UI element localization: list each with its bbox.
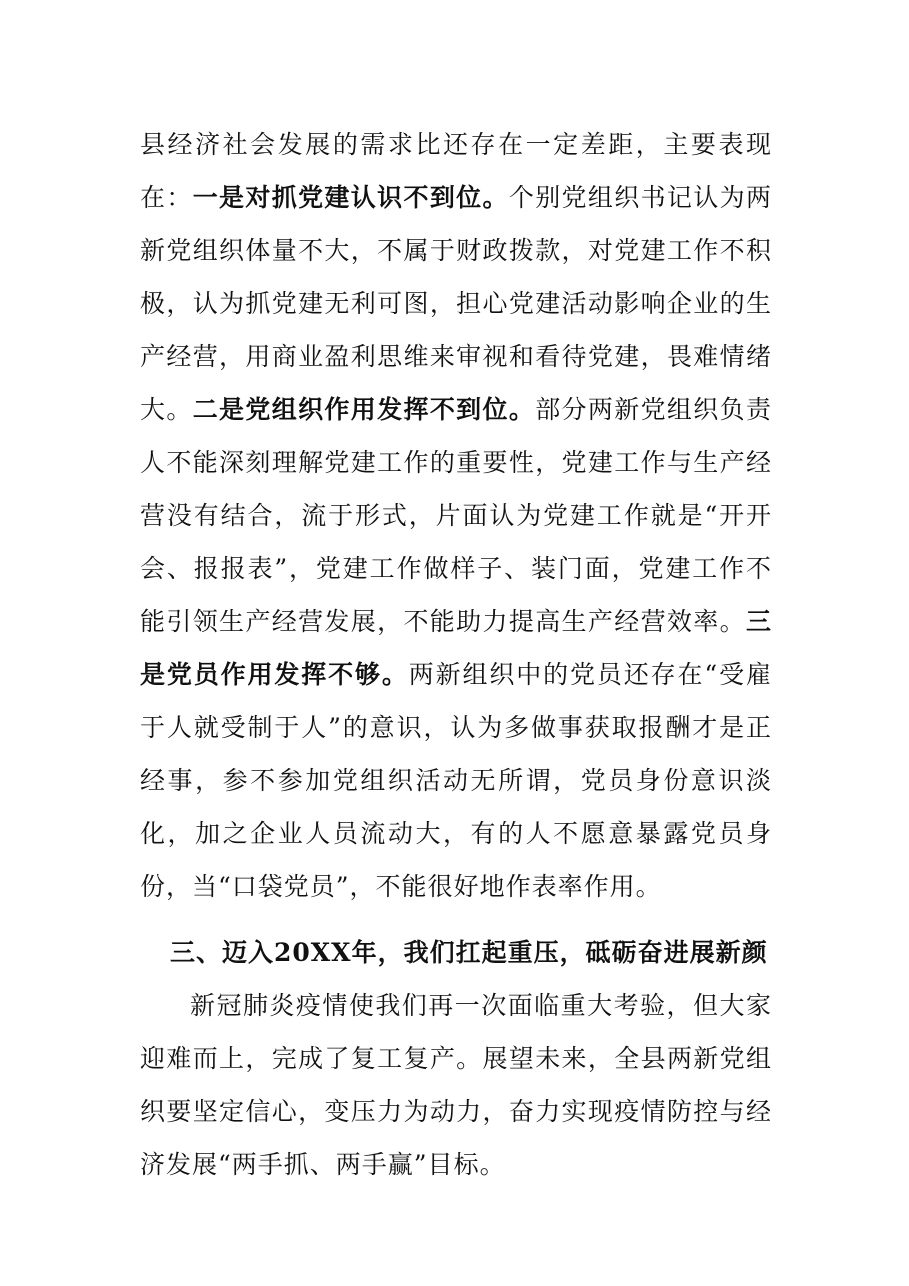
bold-point-one: 一是对抓党建认识不到位。	[192, 183, 509, 212]
text-span: 部分两新党组织负责人不能深刻理解党建工作的重要性，党建工作与生产经营没有结合，流于形式，片面认为党建工作就是“开开会、报报表”，党建工作做样子、装门面，党建工作不能引领生产经营发展，不能助力提高生产经营效率。	[140, 395, 772, 636]
body-paragraph-problems	[140, 118, 772, 913]
text-span: 县经济社会发展的需求比还存在一定差距，主要表现在：	[140, 130, 772, 212]
section-heading-three: 三、迈入20XX年，我们扛起重压，砥砺奋进展新颜	[170, 938, 768, 967]
text-span: 个别党组织书记认为两新党组织体量不大，不属于财政拨款，对党建工作不积极，认为抓党建无利可图，担心党建活动影响企业的生产经营，用商业盈利思维来审视和看待党建，畏难情绪大。	[140, 183, 772, 424]
body-paragraph-outlook: 新冠肺炎疫情使我们再一次面临重大考验，但大家迎难而上，完成了复工复产。展望未来，全县两新党组织要坚定信心，变压力为动力，奋力实现疫情防控与经济发展“两手抓、两手赢”目标。	[140, 991, 772, 1179]
document-body	[140, 118, 772, 1191]
text-span: 两新组织中的党员还存在“受雇于人就受制于人”的意识，认为多做事获取报酬才是正经事，参不参加党组织活动无所谓，党员身份意识淡化，加之企业人员流动大，有的人不愿意暴露党员身份，当“口袋党员”，不能很好地作表率作用。	[140, 660, 772, 901]
bold-point-two: 二是党组织作用发挥不到位。	[192, 395, 536, 424]
bold-point-three: 三是党员作用发挥不够。	[140, 607, 772, 689]
